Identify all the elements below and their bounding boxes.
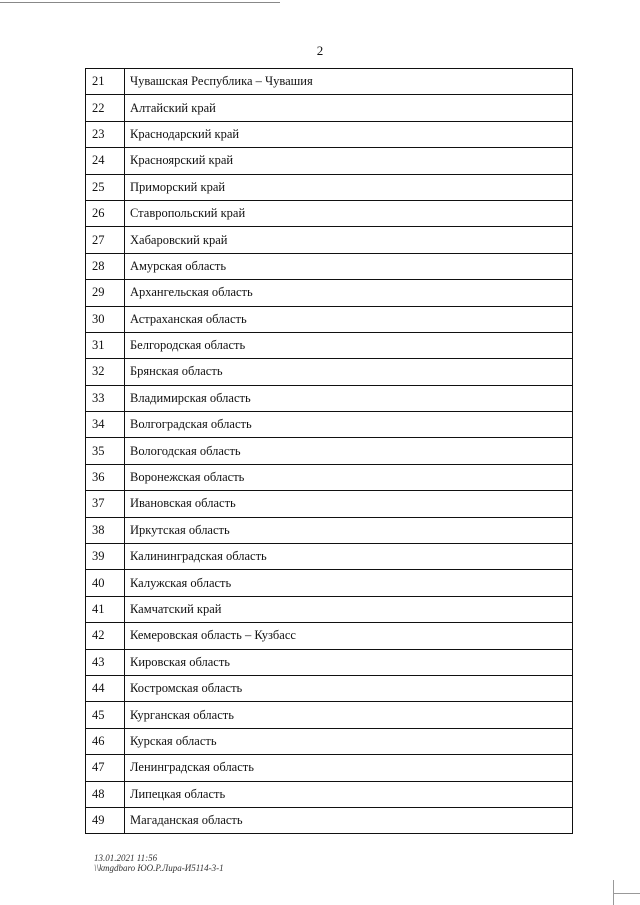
region-name: Магаданская область bbox=[125, 807, 573, 833]
table-row bbox=[86, 385, 573, 411]
row-number: 26 bbox=[86, 200, 125, 226]
row-number: 46 bbox=[86, 728, 125, 754]
table-row bbox=[86, 332, 573, 358]
region-name: Иркутская область bbox=[125, 517, 573, 543]
row-number: 43 bbox=[86, 649, 125, 675]
region-name: Владимирская область bbox=[125, 385, 573, 411]
region-name: Хабаровский край bbox=[125, 227, 573, 253]
row-number: 48 bbox=[86, 781, 125, 807]
row-number: 28 bbox=[86, 253, 125, 279]
region-name: Ивановская область bbox=[125, 491, 573, 517]
region-name: Чувашская Республика – Чувашия bbox=[125, 69, 573, 95]
table-row bbox=[86, 675, 573, 701]
table-row bbox=[86, 69, 573, 95]
row-number: 31 bbox=[86, 332, 125, 358]
region-name: Брянская область bbox=[125, 359, 573, 385]
row-number: 39 bbox=[86, 544, 125, 570]
row-number: 25 bbox=[86, 174, 125, 200]
table-row bbox=[86, 544, 573, 570]
row-number: 27 bbox=[86, 227, 125, 253]
row-number: 34 bbox=[86, 412, 125, 438]
row-number: 44 bbox=[86, 675, 125, 701]
row-number: 35 bbox=[86, 438, 125, 464]
regions-table-body bbox=[86, 69, 573, 834]
region-name: Камчатский край bbox=[125, 596, 573, 622]
row-number: 37 bbox=[86, 491, 125, 517]
row-number: 23 bbox=[86, 121, 125, 147]
row-number: 40 bbox=[86, 570, 125, 596]
footer-file-path: \\kmgdbaro ЮО.Р.Лира-И5114-3-1 bbox=[94, 863, 224, 873]
top-rule bbox=[0, 2, 280, 3]
table-row bbox=[86, 253, 573, 279]
region-name: Костромская область bbox=[125, 675, 573, 701]
table-row bbox=[86, 121, 573, 147]
footer-timestamp: 13.01.2021 11:56 bbox=[94, 853, 158, 863]
region-name: Кировская область bbox=[125, 649, 573, 675]
row-number: 22 bbox=[86, 95, 125, 121]
table-row bbox=[86, 464, 573, 490]
page-number: 2 bbox=[316, 43, 324, 58]
table-row bbox=[86, 649, 573, 675]
region-name: Архангельская область bbox=[125, 280, 573, 306]
row-number: 42 bbox=[86, 623, 125, 649]
region-name: Красноярский край bbox=[125, 148, 573, 174]
region-name: Кемеровская область – Кузбасс bbox=[125, 623, 573, 649]
region-name: Белгородская область bbox=[125, 332, 573, 358]
row-number: 36 bbox=[86, 464, 125, 490]
row-number: 45 bbox=[86, 702, 125, 728]
row-number: 49 bbox=[86, 807, 125, 833]
table-row bbox=[86, 755, 573, 781]
region-name: Амурская область bbox=[125, 253, 573, 279]
row-number: 41 bbox=[86, 596, 125, 622]
table-row bbox=[86, 596, 573, 622]
region-name: Алтайский край bbox=[125, 95, 573, 121]
region-name: Калининградская область bbox=[125, 544, 573, 570]
table-row bbox=[86, 174, 573, 200]
regions-table bbox=[85, 68, 573, 834]
region-name: Астраханская область bbox=[125, 306, 573, 332]
table-row bbox=[86, 728, 573, 754]
region-name: Волгоградская область bbox=[125, 412, 573, 438]
row-number: 30 bbox=[86, 306, 125, 332]
document-footer bbox=[94, 853, 224, 873]
table-row bbox=[86, 200, 573, 226]
region-name: Ставропольский край bbox=[125, 200, 573, 226]
table-row bbox=[86, 359, 573, 385]
table-row bbox=[86, 781, 573, 807]
region-name: Курганская область bbox=[125, 702, 573, 728]
table-row bbox=[86, 95, 573, 121]
table-row bbox=[86, 280, 573, 306]
region-name: Липецкая область bbox=[125, 781, 573, 807]
table-row bbox=[86, 807, 573, 833]
table-row bbox=[86, 412, 573, 438]
region-name: Краснодарский край bbox=[125, 121, 573, 147]
table-row bbox=[86, 227, 573, 253]
corner-mark-horizontal bbox=[614, 893, 640, 894]
row-number: 24 bbox=[86, 148, 125, 174]
table-row bbox=[86, 148, 573, 174]
row-number: 32 bbox=[86, 359, 125, 385]
table-row bbox=[86, 438, 573, 464]
region-name: Калужская область bbox=[125, 570, 573, 596]
row-number: 47 bbox=[86, 755, 125, 781]
region-name: Вологодская область bbox=[125, 438, 573, 464]
table-row bbox=[86, 517, 573, 543]
row-number: 38 bbox=[86, 517, 125, 543]
table-row bbox=[86, 702, 573, 728]
row-number: 33 bbox=[86, 385, 125, 411]
region-name: Курская область bbox=[125, 728, 573, 754]
row-number: 29 bbox=[86, 280, 125, 306]
row-number: 21 bbox=[86, 69, 125, 95]
table-row bbox=[86, 623, 573, 649]
region-name: Ленинградская область bbox=[125, 755, 573, 781]
region-name: Воронежская область bbox=[125, 464, 573, 490]
table-row bbox=[86, 306, 573, 332]
table-row bbox=[86, 570, 573, 596]
region-name: Приморский край bbox=[125, 174, 573, 200]
table-row bbox=[86, 491, 573, 517]
